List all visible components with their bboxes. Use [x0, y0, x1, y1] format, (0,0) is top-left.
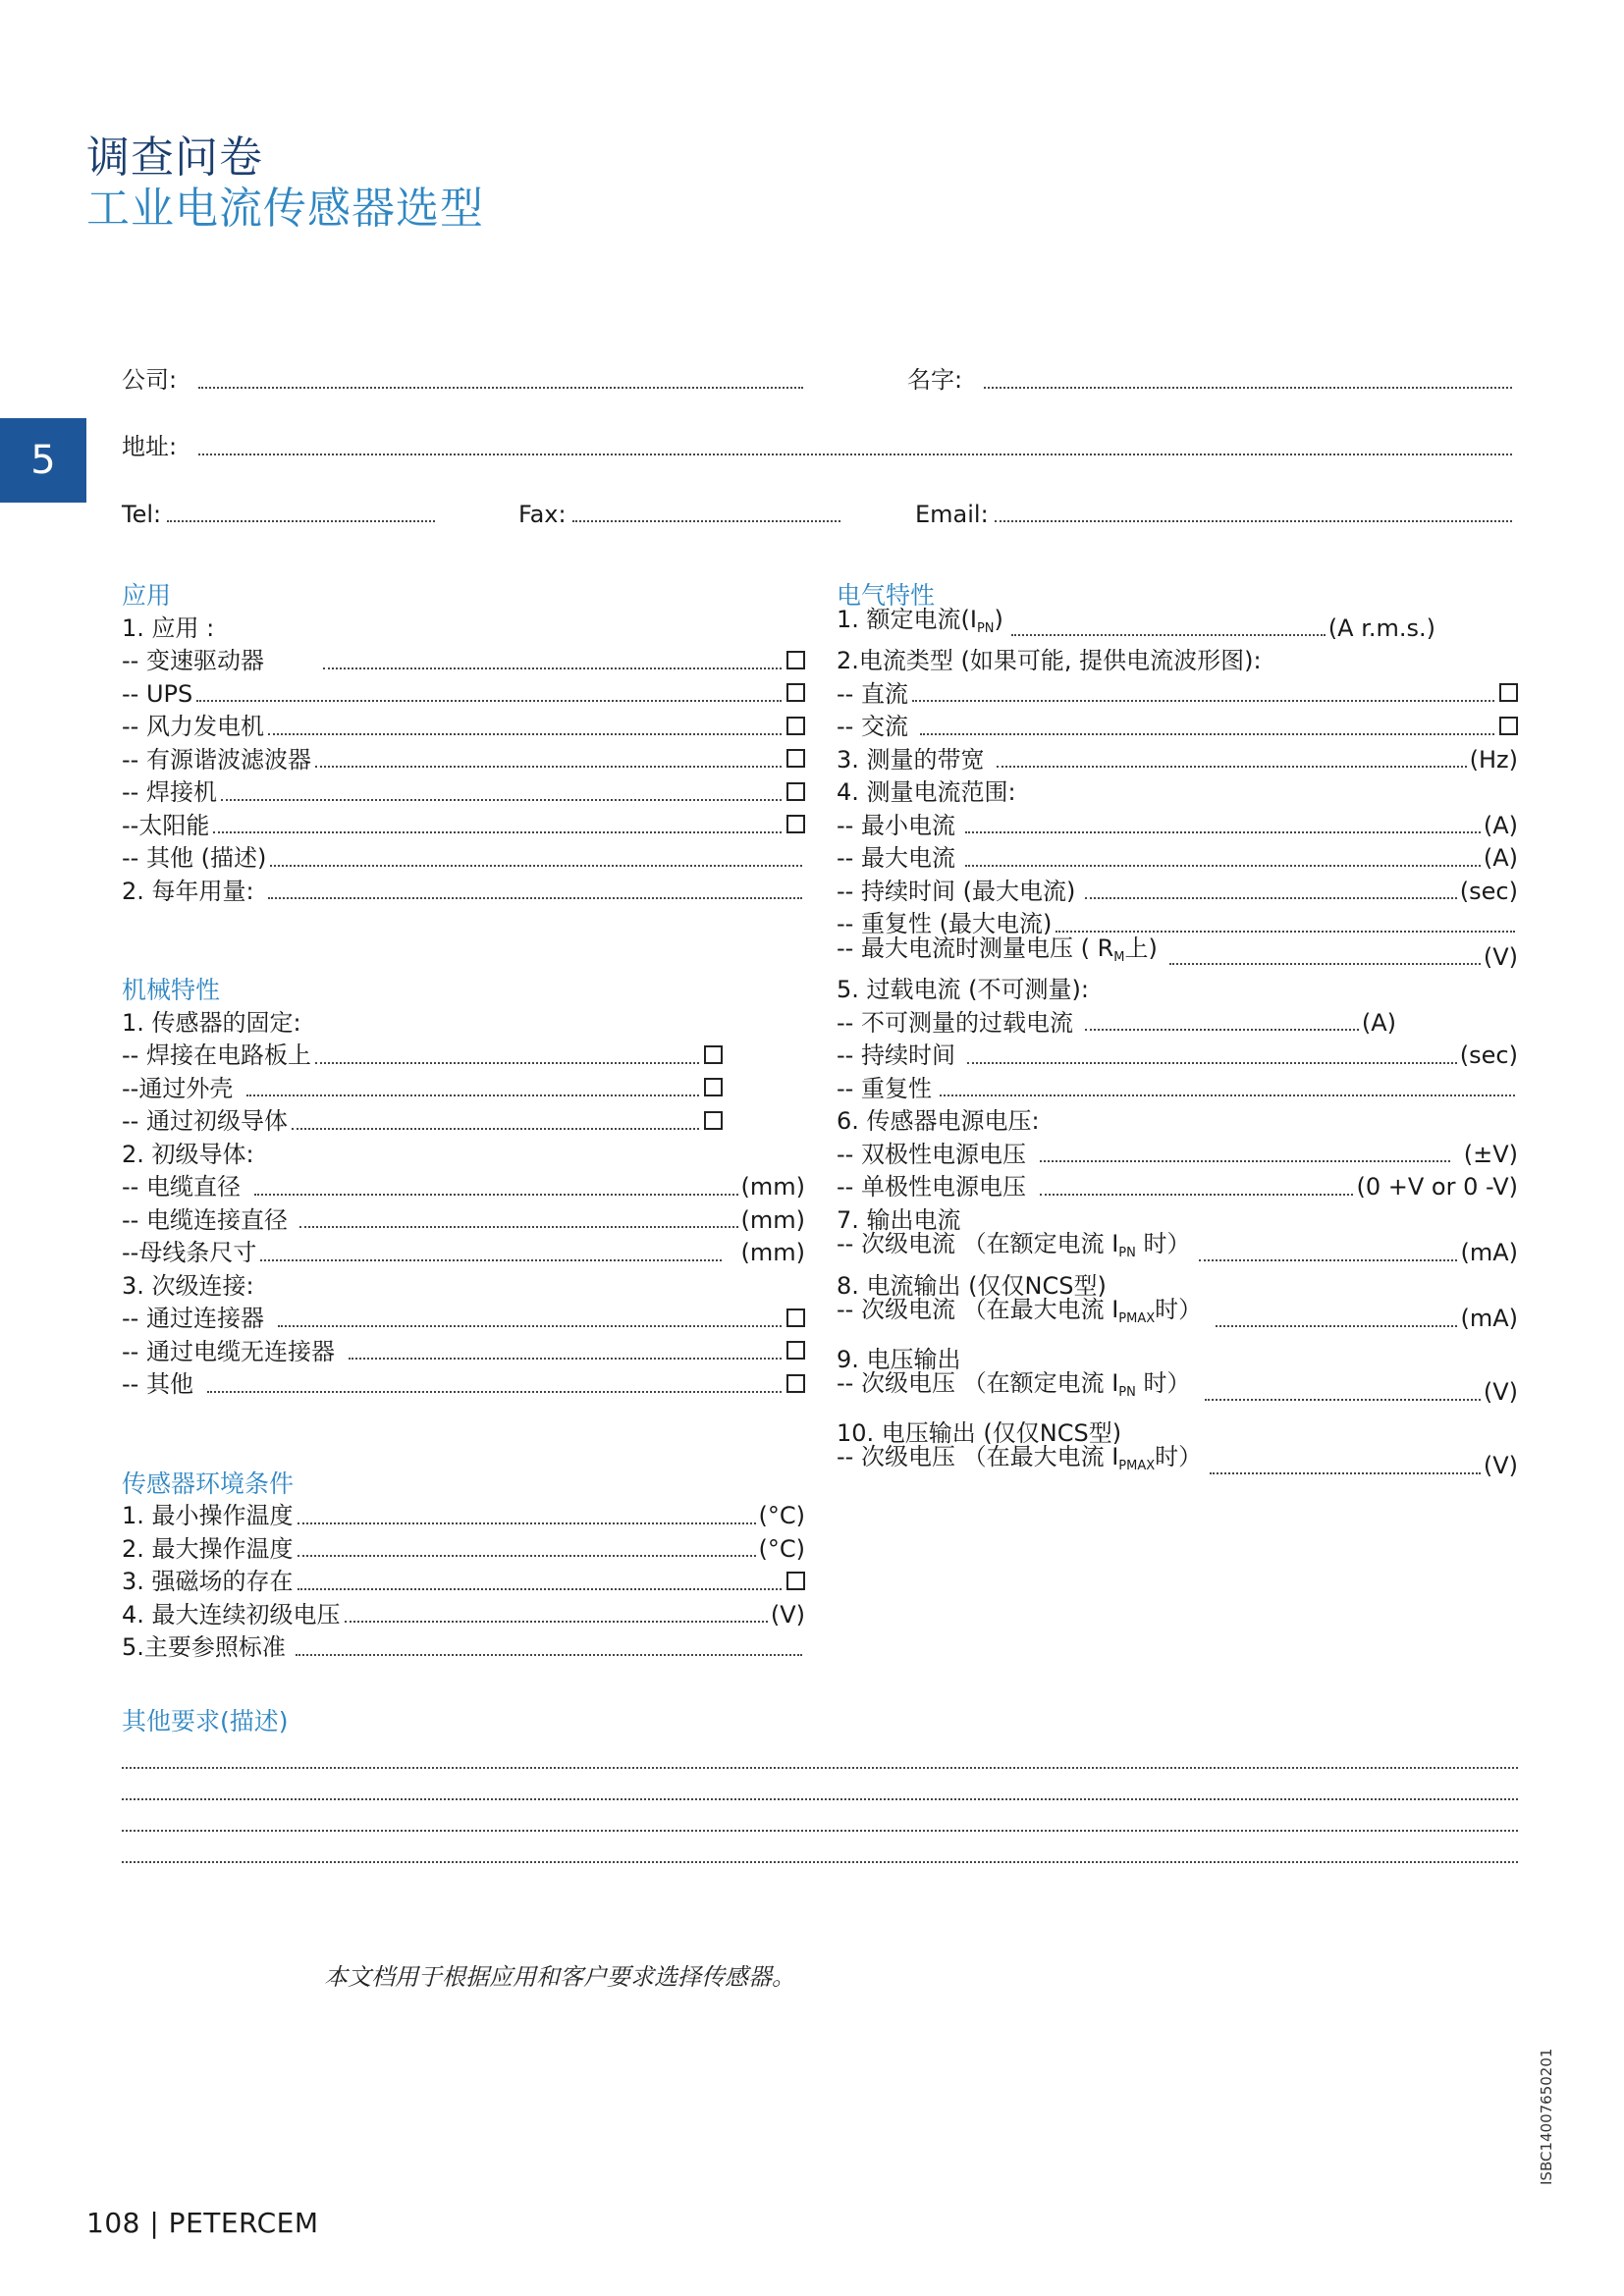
unit-label: (V): [1483, 1378, 1518, 1406]
checkbox-icon[interactable]: [786, 683, 805, 702]
application-item-label: -- UPS: [122, 679, 193, 708]
out-current-rated[interactable]: [837, 1230, 1518, 1270]
application-item-label: -- 焊接机: [122, 778, 217, 806]
meas-voltage[interactable]: [837, 934, 1518, 975]
address-label: 地址:: [122, 433, 178, 460]
checkbox-icon[interactable]: [704, 1111, 723, 1130]
out-voltage-max[interactable]: [837, 1443, 1518, 1483]
application-item-label: -- 风力发电机: [122, 713, 264, 740]
checkbox-icon[interactable]: [786, 1374, 805, 1393]
tel-field[interactable]: [122, 499, 441, 528]
company-label: 公司:: [122, 366, 178, 394]
mount-item-housing[interactable]: [122, 1073, 723, 1106]
secondary-label: -- 通过连接器: [122, 1305, 264, 1332]
unit-label: (Hz): [1469, 745, 1518, 774]
secondary-label: -- 其他: [122, 1370, 193, 1398]
name-label: 名字:: [907, 366, 963, 394]
name-field[interactable]: [907, 365, 1518, 395]
bandwidth-label: 3. 测量的带宽: [837, 745, 985, 774]
unit-label: (°C): [758, 1502, 805, 1529]
mechanical-q1: 1. 传感器的固定:: [122, 1008, 301, 1037]
conductor-label: --母线条尺寸: [122, 1239, 257, 1266]
checkbox-icon[interactable]: [786, 1572, 805, 1590]
conductor-connect-diameter[interactable]: [122, 1204, 805, 1238]
out-current-max-label: -- 次级电流 （在最大电流 $I_{PMAX}$时）: [837, 1296, 1203, 1326]
checkbox-icon[interactable]: [786, 1308, 805, 1327]
out-voltage-rated-label: -- 次级电压 （在额定电流 $I_{PN}$ 时）: [837, 1369, 1191, 1400]
other-requirements-line[interactable]: [122, 1800, 1518, 1832]
duration-max[interactable]: [837, 876, 1518, 909]
checkbox-icon[interactable]: [1499, 683, 1518, 702]
secondary-connector[interactable]: [122, 1303, 805, 1336]
env-max-voltage[interactable]: [122, 1599, 805, 1632]
overload-duration-label: -- 持续时间: [837, 1041, 955, 1069]
other-requirements-line[interactable]: [122, 1769, 1518, 1800]
application-item-label: --太阳能: [122, 811, 210, 839]
left-column: [122, 579, 805, 1665]
min-current[interactable]: [837, 810, 1518, 843]
unipolar-label: -- 单极性电源电压: [837, 1173, 1026, 1201]
unit-label: (°C): [758, 1534, 805, 1563]
checkbox-icon[interactable]: [786, 815, 805, 833]
application-item-welding[interactable]: [122, 776, 805, 810]
checkbox-icon[interactable]: [786, 749, 805, 768]
range-heading: 4. 测量电流范围:: [837, 778, 1016, 806]
conductor-label: -- 电缆直径: [122, 1173, 241, 1201]
unit-label: (A): [1361, 1008, 1396, 1037]
right-column: [837, 579, 1518, 1483]
bipolar-supply[interactable]: [837, 1139, 1518, 1172]
unit-label: (V): [770, 1600, 805, 1629]
out-voltage-max-label: -- 次级电压 （在最大电流 $I_{PMAX}$时）: [837, 1443, 1203, 1473]
unit-label: (±V): [1463, 1140, 1518, 1168]
company-field[interactable]: [122, 365, 809, 395]
section-tab: 5: [0, 418, 86, 503]
mechanical-heading: 机械特性: [122, 976, 221, 1004]
conductor-label: -- 电缆连接直径: [122, 1205, 288, 1234]
checkbox-icon[interactable]: [1499, 717, 1518, 735]
mount-item-label: --通过外壳: [122, 1074, 234, 1102]
mechanical-q2: 2. 初级导体:: [122, 1140, 254, 1168]
document-code: ISBC14007650201: [1538, 2048, 1555, 2185]
unit-label: (A r.m.s.): [1327, 614, 1435, 642]
mount-item-label: -- 焊接在电路板上: [122, 1041, 311, 1069]
env-label: 5.主要参照标准: [122, 1633, 286, 1661]
max-current-label: -- 最大电流: [837, 844, 955, 872]
document-note: 本文档用于根据应用和客户要求选择传感器。: [324, 1963, 795, 1991]
unit-label: (A): [1483, 844, 1518, 872]
type-dc[interactable]: [837, 678, 1518, 712]
env-label: 1. 最小操作温度: [122, 1502, 294, 1529]
rated-current-label: 1. 额定电流$(I_{PN})$: [837, 605, 1003, 636]
electrical-heading: 电气特性: [837, 581, 936, 610]
application-item-vfd[interactable]: [122, 645, 805, 678]
checkbox-icon[interactable]: [704, 1045, 723, 1064]
duration-label: -- 持续时间 (最大电流): [837, 877, 1076, 905]
unit-label: (mm): [740, 1205, 805, 1234]
address-field[interactable]: [122, 432, 1518, 461]
env-label: 3. 强磁场的存在: [122, 1568, 294, 1595]
out-voltage-rated[interactable]: [837, 1369, 1518, 1410]
output-current-heading: 7. 输出电流: [837, 1205, 961, 1234]
type-label: -- 直流: [837, 679, 908, 708]
unit-label: (sec): [1459, 1041, 1518, 1069]
secondary-label: -- 通过电缆无连接器: [122, 1337, 335, 1365]
overload-repeat-label: -- 重复性: [837, 1074, 932, 1102]
other-requirements-line[interactable]: [122, 1737, 1518, 1769]
type-label: -- 交流: [837, 713, 908, 740]
annual-volume[interactable]: [122, 876, 805, 909]
current-output-heading: 8. 电流输出 (仅仅NCS型): [837, 1271, 1107, 1300]
application-item-label: -- 变速驱动器: [122, 647, 264, 674]
conductor-cable-diameter[interactable]: [122, 1171, 805, 1204]
unit-label: (V): [1483, 1452, 1518, 1479]
env-min-temp[interactable]: [122, 1500, 805, 1533]
unit-label: (mA): [1460, 1239, 1518, 1266]
overload-current-label: -- 不可测量的过载电流: [837, 1008, 1073, 1037]
checkbox-icon[interactable]: [786, 1341, 805, 1360]
meas-voltage-label: -- 最大电流时测量电压 ( $R_M$上): [837, 934, 1158, 965]
checkbox-icon[interactable]: [786, 782, 805, 801]
mechanical-q3: 3. 次级连接:: [122, 1271, 254, 1300]
application-item-solar[interactable]: [122, 810, 805, 843]
out-current-max[interactable]: [837, 1296, 1518, 1336]
unit-label: (mA): [1460, 1305, 1518, 1332]
overload-duration[interactable]: [837, 1040, 1518, 1073]
application-item-wind[interactable]: [122, 711, 805, 744]
mount-item-label: -- 通过初级导体: [122, 1107, 288, 1135]
supply-heading: 6. 传感器电源电压:: [837, 1107, 1040, 1135]
secondary-other[interactable]: [122, 1368, 805, 1402]
fax-label: Fax:: [518, 501, 567, 528]
current-type-heading: 2.电流类型 (如果可能, 提供电流波形图):: [837, 647, 1262, 674]
mount-item-primary[interactable]: [122, 1105, 723, 1139]
env-label: 2. 最大操作温度: [122, 1534, 294, 1563]
other-requirements: [122, 1702, 1518, 1863]
fax-field[interactable]: [518, 499, 846, 528]
other-requirements-line[interactable]: [122, 1832, 1518, 1863]
application-q1: 1. 应用 :: [122, 614, 215, 642]
env-max-temp[interactable]: [122, 1533, 805, 1567]
page-footer: 108 | PETERCEM: [86, 2207, 319, 2239]
unit-label: (A): [1483, 811, 1518, 839]
application-other[interactable]: [122, 842, 805, 876]
repeat-label: -- 重复性 (最大电流): [837, 910, 1053, 937]
checkbox-icon[interactable]: [786, 651, 805, 669]
bipolar-label: -- 双极性电源电压: [837, 1140, 1026, 1168]
page-subtitle: 工业电流传感器选型: [86, 184, 484, 234]
env-label: 4. 最大连续初级电压: [122, 1600, 341, 1629]
out-current-rated-label: -- 次级电流 （在额定电流 $I_{PN}$ 时）: [837, 1230, 1191, 1260]
other-requirements-heading: 其他要求(描述): [122, 1707, 289, 1735]
env-magnetic-field[interactable]: [122, 1566, 805, 1599]
bandwidth[interactable]: [837, 744, 1518, 777]
application-item-ups[interactable]: [122, 678, 805, 712]
unit-label: (mm): [740, 1239, 805, 1266]
mount-item-pcb[interactable]: [122, 1040, 723, 1073]
application-other-label: -- 其他 (描述): [122, 844, 267, 872]
unit-label: (mm): [740, 1173, 805, 1201]
environment-heading: 传感器环境条件: [122, 1468, 295, 1498]
unit-label: (sec): [1459, 877, 1518, 905]
email-label: Email:: [915, 501, 989, 528]
checkbox-icon[interactable]: [786, 717, 805, 735]
checkbox-icon[interactable]: [704, 1078, 723, 1096]
unipolar-supply[interactable]: [837, 1171, 1518, 1204]
email-field[interactable]: [915, 499, 1518, 528]
overload-repeat[interactable]: [837, 1073, 1518, 1106]
overload-current[interactable]: [837, 1007, 1518, 1041]
max-current[interactable]: [837, 842, 1518, 876]
rated-current[interactable]: [837, 605, 1518, 646]
voltage-output-ncs-heading: 10. 电压输出 (仅仅NCS型): [837, 1418, 1122, 1447]
unit-label: (V): [1483, 942, 1518, 971]
voltage-output-heading: 9. 电压输出: [837, 1345, 961, 1373]
annual-volume-label: 2. 每年用量:: [122, 877, 254, 905]
unit-label: (0 +V or 0 -V): [1356, 1173, 1518, 1201]
application-item-label: -- 有源谐波滤波器: [122, 745, 311, 774]
conductor-busbar[interactable]: [122, 1237, 805, 1270]
application-item-filter[interactable]: [122, 744, 805, 777]
env-standard[interactable]: [122, 1631, 805, 1665]
min-current-label: -- 最小电流: [837, 811, 955, 839]
application-heading: 应用: [122, 581, 172, 610]
tel-label: Tel:: [122, 501, 162, 528]
secondary-cable[interactable]: [122, 1336, 805, 1369]
overload-heading: 5. 过载电流 (不可测量):: [837, 976, 1089, 1003]
type-ac[interactable]: [837, 711, 1518, 744]
page-title: 调查问卷: [86, 133, 263, 183]
